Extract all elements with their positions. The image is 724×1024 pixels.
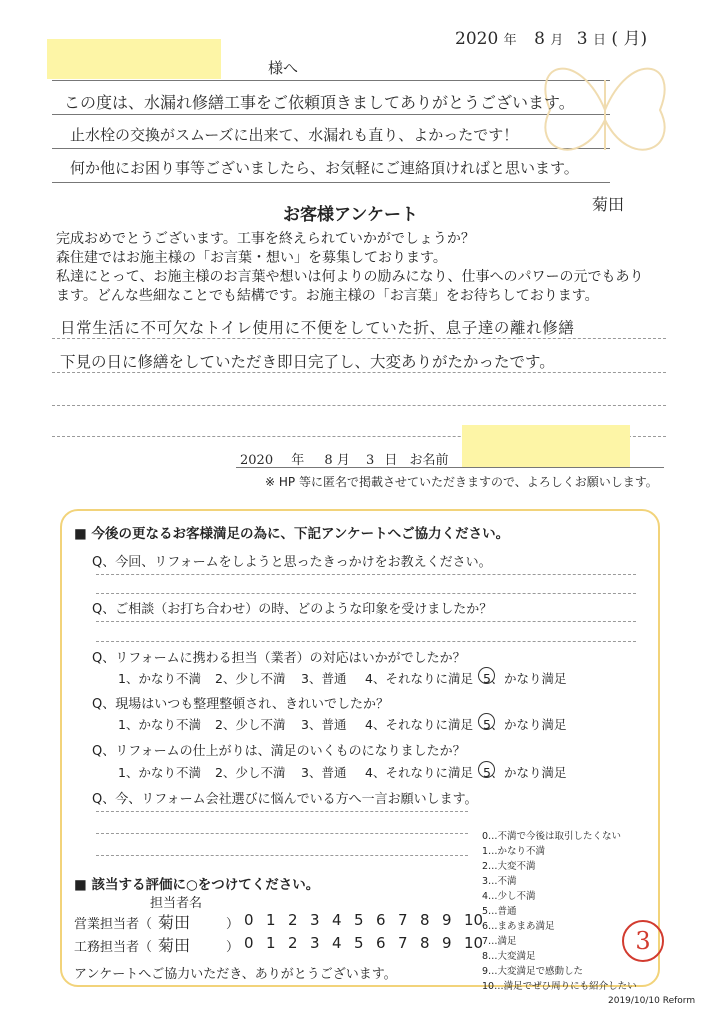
q3-choice-3[interactable]: 3、普通: [301, 671, 347, 686]
signature-rule: [236, 467, 664, 468]
q4-choice-1[interactable]: 1、かなり不満: [118, 717, 201, 732]
q3-scale: [118, 669, 578, 687]
legend-item-1: 1…かなり不満: [482, 846, 546, 857]
sales-digit-3[interactable]: 3: [310, 911, 320, 929]
survey-date-month-unit: 月: [336, 453, 350, 468]
name-label: お名前: [409, 453, 449, 468]
sales-digit-6[interactable]: 6: [376, 911, 386, 929]
comment-rule-3: [52, 405, 666, 406]
works-digit-0[interactable]: 0: [244, 934, 254, 952]
works-digits: [244, 934, 484, 954]
works-digit-10[interactable]: 10: [464, 934, 484, 952]
question-4: Q、現場はいつも整理整頓され、きれいでしたか？: [92, 697, 390, 712]
rating-legend: [482, 829, 652, 994]
survey-date-month: 8: [324, 453, 333, 468]
letter-date-weekday: ( 月): [611, 29, 648, 49]
survey-intro-1: 完成おめでとうございます。工事を終えられていかがでしょうか？: [56, 231, 475, 247]
q3-choice-5[interactable]: 5、: [483, 671, 504, 686]
legend-item-10: 10…満足でぜひ周りにも紹介したい: [482, 981, 637, 992]
survey-date-year-unit: 年: [291, 453, 305, 468]
q6-rule-3: [96, 855, 468, 856]
sales-digit-2[interactable]: 2: [288, 911, 298, 929]
footer-version: 2019/10/10 Reform: [608, 996, 696, 1006]
letter-date-day-unit: 日: [592, 33, 606, 48]
anonymity-note: ※ HP 等に匿名で掲載させていただきますので、よろしくお願いします。: [265, 475, 658, 489]
customer-comment-1: 日常生活に不可欠なトイレ使用に不便をしていた折、息子達の離れ修繕: [60, 319, 575, 337]
comment-rule-2: [52, 372, 666, 373]
q4-scale: [118, 715, 578, 733]
legend-item-8: 8…大変満足: [482, 951, 536, 962]
evaluation-stamp: [622, 920, 664, 962]
q4-selected-circle: [478, 713, 495, 730]
survey-date-year: 2020: [240, 453, 274, 468]
q1-rule-1: [96, 574, 636, 575]
recipient-name-redaction: [47, 39, 221, 79]
letter-signature: 菊田: [592, 195, 625, 214]
survey-date-line: [240, 449, 664, 468]
legend-item-3: 3…不満: [482, 876, 517, 887]
sales-digit-0[interactable]: 0: [244, 911, 254, 929]
works-digit-5[interactable]: 5: [354, 934, 364, 952]
works-digit-4[interactable]: 4: [332, 934, 342, 952]
q3-choice-5-label: かなり満足: [504, 671, 567, 686]
works-staff-row: [74, 933, 484, 955]
q5-choice-5[interactable]: 5、: [483, 765, 504, 780]
survey-date-day: 3: [365, 453, 375, 468]
works-digit-9[interactable]: 9: [442, 934, 452, 952]
letter-date-year: 2020: [455, 29, 499, 49]
q5-choice-1[interactable]: 1、かなり不満: [118, 765, 201, 780]
q2-rule-1: [96, 621, 636, 622]
legend-item-0: 0…不満で今後は取引したくない: [482, 831, 622, 842]
q1-rule-2: [96, 593, 636, 594]
works-label: 工務担当者（: [74, 940, 153, 955]
q4-choice-5[interactable]: 5、: [483, 717, 504, 732]
sales-staff-row: [74, 910, 484, 932]
letter-line-3: 何か他にお困り事等ございましたら、お気軽にご連絡頂ければと思います。: [70, 159, 579, 177]
q6-rule-2: [96, 833, 468, 834]
customer-comment-2: 下見の日に修繕をしていただき即日完了し、大変ありがたかったです。: [60, 353, 555, 371]
works-digit-7[interactable]: 7: [398, 934, 408, 952]
legend-item-6: 6…まあまあ満足: [482, 921, 555, 932]
question-6: Q、今、リフォーム会社選びに悩んでいる方へ一言お願いします。: [92, 792, 478, 807]
sales-digit-9[interactable]: 9: [442, 911, 452, 929]
q5-selected-circle: [478, 761, 495, 778]
survey-intro-4: ます。どんな些細なことでも結構です。お施主様の「お言葉」をお待ちしております。: [56, 288, 599, 304]
recipient-suffix: 様へ: [268, 59, 299, 77]
comment-rule-1: [52, 338, 666, 339]
legend-item-5: 5…普通: [482, 906, 517, 917]
works-digit-6[interactable]: 6: [376, 934, 386, 952]
letter-date-month-unit: 月: [550, 33, 564, 48]
works-digit-2[interactable]: 2: [288, 934, 298, 952]
q3-choice-2[interactable]: 2、少し不満: [215, 671, 286, 686]
sales-digit-8[interactable]: 8: [420, 911, 430, 929]
sales-digit-5[interactable]: 5: [354, 911, 364, 929]
survey-title: お客様アンケート: [283, 205, 418, 225]
q5-choice-3[interactable]: 3、普通: [301, 765, 347, 780]
sales-digit-1[interactable]: 1: [266, 911, 276, 929]
works-digit-8[interactable]: 8: [420, 934, 430, 952]
q3-choice-1[interactable]: 1、かなり不満: [118, 671, 201, 686]
staff-name-header: 担当者名: [150, 896, 203, 911]
survey-intro-2: 森住建ではお施主様の「お言葉・想い」を募集しております。: [56, 250, 447, 266]
legend-item-9: 9…大変満足で感動した: [482, 966, 584, 977]
works-staff-name: 菊田: [158, 936, 191, 955]
evaluation-stamp-value: 3: [635, 927, 651, 955]
q4-choice-2[interactable]: 2、少し不満: [215, 717, 286, 732]
q5-choice-4[interactable]: 4、それなりに満足: [365, 765, 473, 780]
q3-selected-circle: [478, 667, 495, 684]
thanks-message: アンケートへご協力いただき、ありがとうございます。: [74, 967, 397, 982]
sales-digit-10[interactable]: 10: [464, 911, 484, 929]
sales-digit-7[interactable]: 7: [398, 911, 408, 929]
q5-scale: [118, 763, 578, 781]
legend-item-7: 7…満足: [482, 936, 517, 947]
works-close-paren: ）: [226, 940, 240, 955]
works-digit-1[interactable]: 1: [266, 934, 276, 952]
letter-date-year-unit: 年: [503, 33, 517, 48]
q4-choice-5-label: かなり満足: [504, 717, 567, 732]
q5-choice-5-label: かなり満足: [504, 765, 567, 780]
q5-choice-2[interactable]: 2、少し不満: [215, 765, 286, 780]
legend-item-2: 2…大変不満: [482, 861, 536, 872]
legend-item-4: 4…少し不満: [482, 891, 536, 902]
question-1: Q、今回、リフォームをしようと思ったきっかけをお教えください。: [92, 555, 492, 570]
questionnaire-heading: ■ 今後の更なるお客様満足の為に、下記アンケートへご協力ください。: [74, 526, 510, 542]
question-2: Q、ご相談（お打ち合わせ）の時、どのような印象を受けましたか？: [92, 602, 493, 617]
sales-close-paren: ）: [226, 917, 240, 932]
letter-line-2: 止水栓の交換がスムーズに出来て、水漏れも直り、よかったです！: [70, 126, 519, 144]
question-3: Q、リフォームに携わる担当（業者）の対応はいかがでしたか？: [92, 651, 466, 666]
works-digit-3[interactable]: 3: [310, 934, 320, 952]
q4-choice-4[interactable]: 4、それなりに満足: [365, 717, 473, 732]
rating-heading: ■ 該当する評価に○をつけてください。: [74, 877, 320, 893]
question-5: Q、リフォームの仕上がりは、満足のいくものになりましたか？: [92, 744, 466, 759]
letter-date-month: 8: [534, 29, 545, 49]
survey-intro-3: 私達にとって、お施主様のお言葉や想いは何よりの励みになり、仕事へのパワーの元でもあり: [56, 269, 644, 285]
sales-digits: [244, 911, 484, 931]
sales-staff-name: 菊田: [158, 913, 191, 932]
letter-line-1: この度は、水漏れ修繕工事をご依頼頂きましてありがとうございます。: [64, 93, 575, 112]
letter-date-day: 3: [576, 29, 588, 49]
q3-choice-4[interactable]: 4、それなりに満足: [365, 671, 473, 686]
q2-rule-2: [96, 641, 636, 642]
sales-label: 営業担当者（: [74, 917, 153, 932]
q4-choice-3[interactable]: 3、普通: [301, 717, 347, 732]
sales-digit-4[interactable]: 4: [332, 911, 342, 929]
survey-date-day-unit: 日: [384, 453, 398, 468]
q6-rule-1: [96, 811, 468, 812]
